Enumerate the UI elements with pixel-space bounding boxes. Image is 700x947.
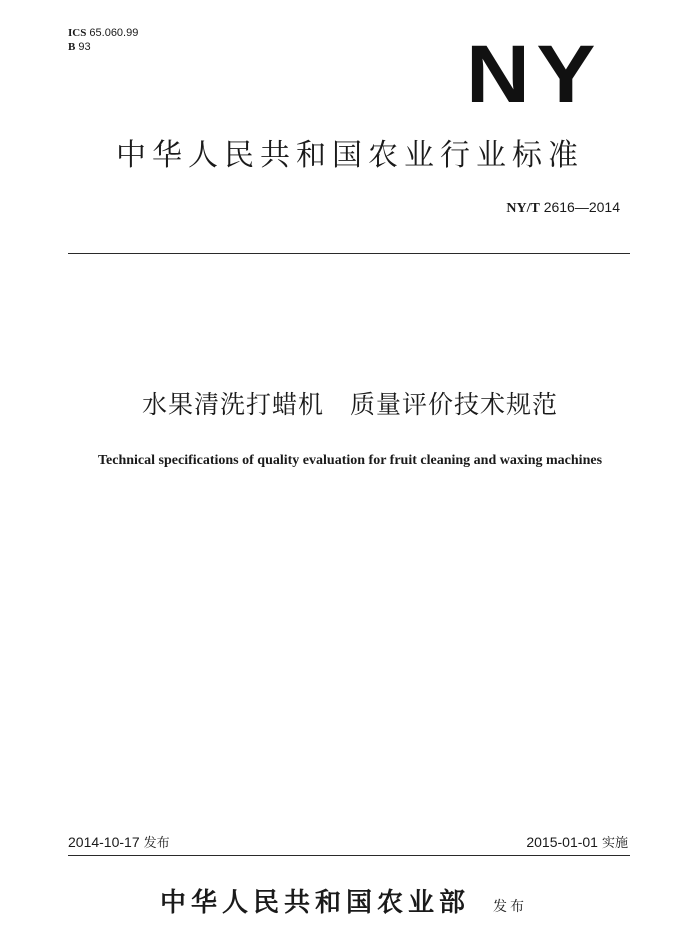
effective-date: 2015-01-01 <box>526 834 598 850</box>
issue-date: 2014-10-17 <box>68 834 140 850</box>
class-label: B <box>68 41 76 53</box>
standard-title: 中华人民共和国农业行业标准 <box>116 138 584 173</box>
ics-value: 65.060.99 <box>89 27 139 39</box>
standard-code <box>506 198 620 218</box>
top-divider <box>68 253 630 254</box>
document-title-english: Technical specifications of quality evaluation for fruit cleaning and waxing machines <box>97 453 603 468</box>
standard-code-number: 2616—2014 <box>543 199 620 215</box>
class-code <box>68 40 138 54</box>
ics-label: ICS <box>68 27 87 39</box>
ny-logo: NY <box>466 29 602 120</box>
publisher-name: 中华人民共和国农业部 <box>160 888 471 918</box>
issue-date-block <box>68 832 170 854</box>
class-value: 93 <box>78 41 91 53</box>
standard-code-prefix: NY/T <box>506 201 540 216</box>
ics-code <box>68 26 138 40</box>
bottom-divider <box>68 855 630 856</box>
classification-block <box>68 26 138 54</box>
effective-date-block <box>526 832 628 854</box>
document-title-chinese: 水果清洗打蜡机 质量评价技术规范 <box>141 390 558 419</box>
effective-label: 实施 <box>601 836 628 851</box>
publisher-label: 发布 <box>493 899 527 915</box>
issue-label: 发布 <box>143 836 170 851</box>
